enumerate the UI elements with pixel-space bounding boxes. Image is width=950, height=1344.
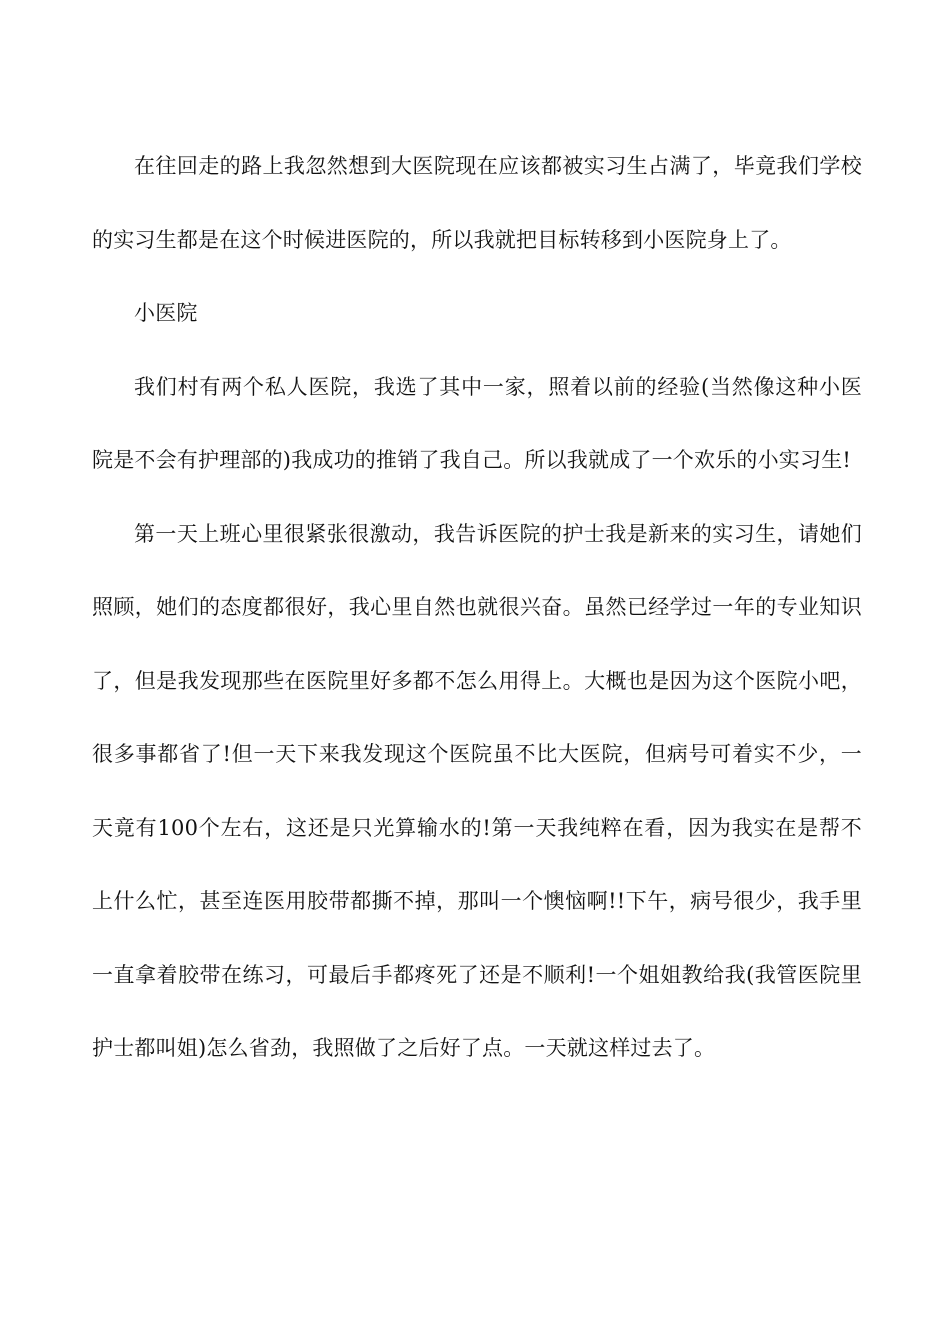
paragraph-3: 第一天上班心里很紧张很激动，我告诉医院的护士我是新来的实习生，请她们照顾，她们的态度都很好，我心里自然也就很兴奋。虽然已经学过一年的专业知识了，但是我发现那些在医院里好多都不怎么用得上。大概也是因为这个医院小吧，很多事都省了!但一天下来我发现这个医院虽不比大医院，但病号可着实不少，一天竟有100个左右，这还是只光算输水的!第一天我纯粹在看，因为我实在是帮不上什么忙，甚至连医用胶带都撕不掉，那叫一个懊恼啊!!下午，病号很少，我手里一直拿着胶带在练习，可最后手都疼死了还是不顺利!一个姐姐教给我(我管医院里护士都叫姐)怎么省劲，我照做了之后好了点。一天就这样过去了。 [92, 521, 862, 1060]
paragraph-2: 我们村有两个私人医院，我选了其中一家，照着以前的经验(当然像这种小医院是不会有护理部的)我成功的推销了我自己。所以我就成了一个欢乐的小实习生! [92, 374, 862, 472]
paragraph-1: 在往回走的路上我忽然想到大医院现在应该都被实习生占满了，毕竟我们学校的实习生都是在这个时候进医院的，所以我就把目标转移到小医院身上了。 [92, 154, 862, 252]
section-heading: 小医院 [134, 301, 198, 325]
document-body [92, 130, 862, 1086]
